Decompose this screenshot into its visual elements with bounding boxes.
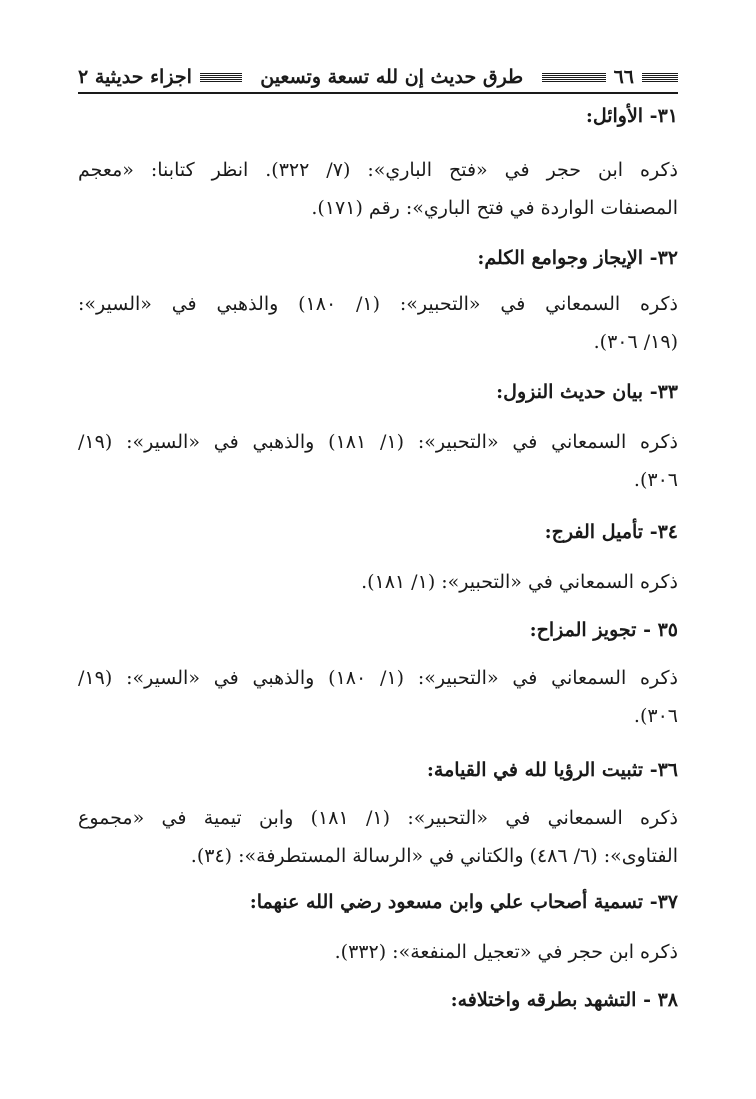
header-decoration-bars [200,73,242,82]
entry-text-line: ٣٠٦). [633,705,678,727]
header-decoration-bars [642,73,678,82]
entry-text-line: ذكره السمعاني في «التحبير»: (١/ ١٨٠) والذهبي في «السير»: [78,293,678,315]
header-rule [78,92,678,94]
entry-heading: ٣١- الأوائل: [585,105,678,127]
entry-heading: ٣٥ - تجويز المزاح: [529,619,678,641]
book-title: طرق حديث إن لله تسعة وتسعين [260,66,524,88]
entry-text-line: ذكره ابن حجر في «فتح الباري»: (٧/ ٣٢٢). انظر كتابنا: «معجم [78,159,678,181]
entry-text-line: الفتاوى»: (٦/ ٤٨٦) والكتاني في «الرسالة المستطرفة»: (٣٤). [190,845,678,867]
series-title: اجزاء حديثية ٢ [78,66,192,88]
entry-text-line: ذكره السمعاني في «التحبير»: (١/ ١٨٠) والذهبي في «السير»: (١٩/ [78,667,678,689]
entry-heading: ٣٤- تأميل الفرج: [544,521,678,543]
header-page-number-group [542,66,678,88]
entry-heading: ٣٨ - التشهد بطرقه واختلافه: [450,989,678,1011]
entry-heading: ٣٧- تسمية أصحاب علي وابن مسعود رضي الله عنهما: [249,891,678,913]
entry-heading: ٣٢- الإيجاز وجوامع الكلم: [477,247,678,269]
entry-text-line: ذكره السمعاني في «التحبير»: (١/ ١٨١) والذهبي في «السير»: (١٩/ [78,431,678,453]
page-number: ٦٦ [613,66,634,88]
entry-text-line: ٣٠٦). [633,469,678,491]
header-decoration-bars [542,73,606,82]
entry-text-line: (١٩/ ٣٠٦). [593,331,678,353]
entry-text-line: ذكره السمعاني في «التحبير»: (١/ ١٨١). [361,571,678,593]
running-header [78,60,678,94]
header-series-group [78,66,242,88]
entry-text-line: المصنفات الواردة في فتح الباري»: رقم (١٧١). [311,197,678,219]
entry-heading: ٣٦- تثبيت الرؤيا لله في القيامة: [426,759,678,781]
entry-heading: ٣٣- بيان حديث النزول: [496,381,678,403]
entry-text-line: ذكره السمعاني في «التحبير»: (١/ ١٨١) وابن تيمية في «مجموع [78,807,679,829]
entry-text-line: ذكره ابن حجر في «تعجيل المنفعة»: (٣٣٢). [334,941,678,963]
